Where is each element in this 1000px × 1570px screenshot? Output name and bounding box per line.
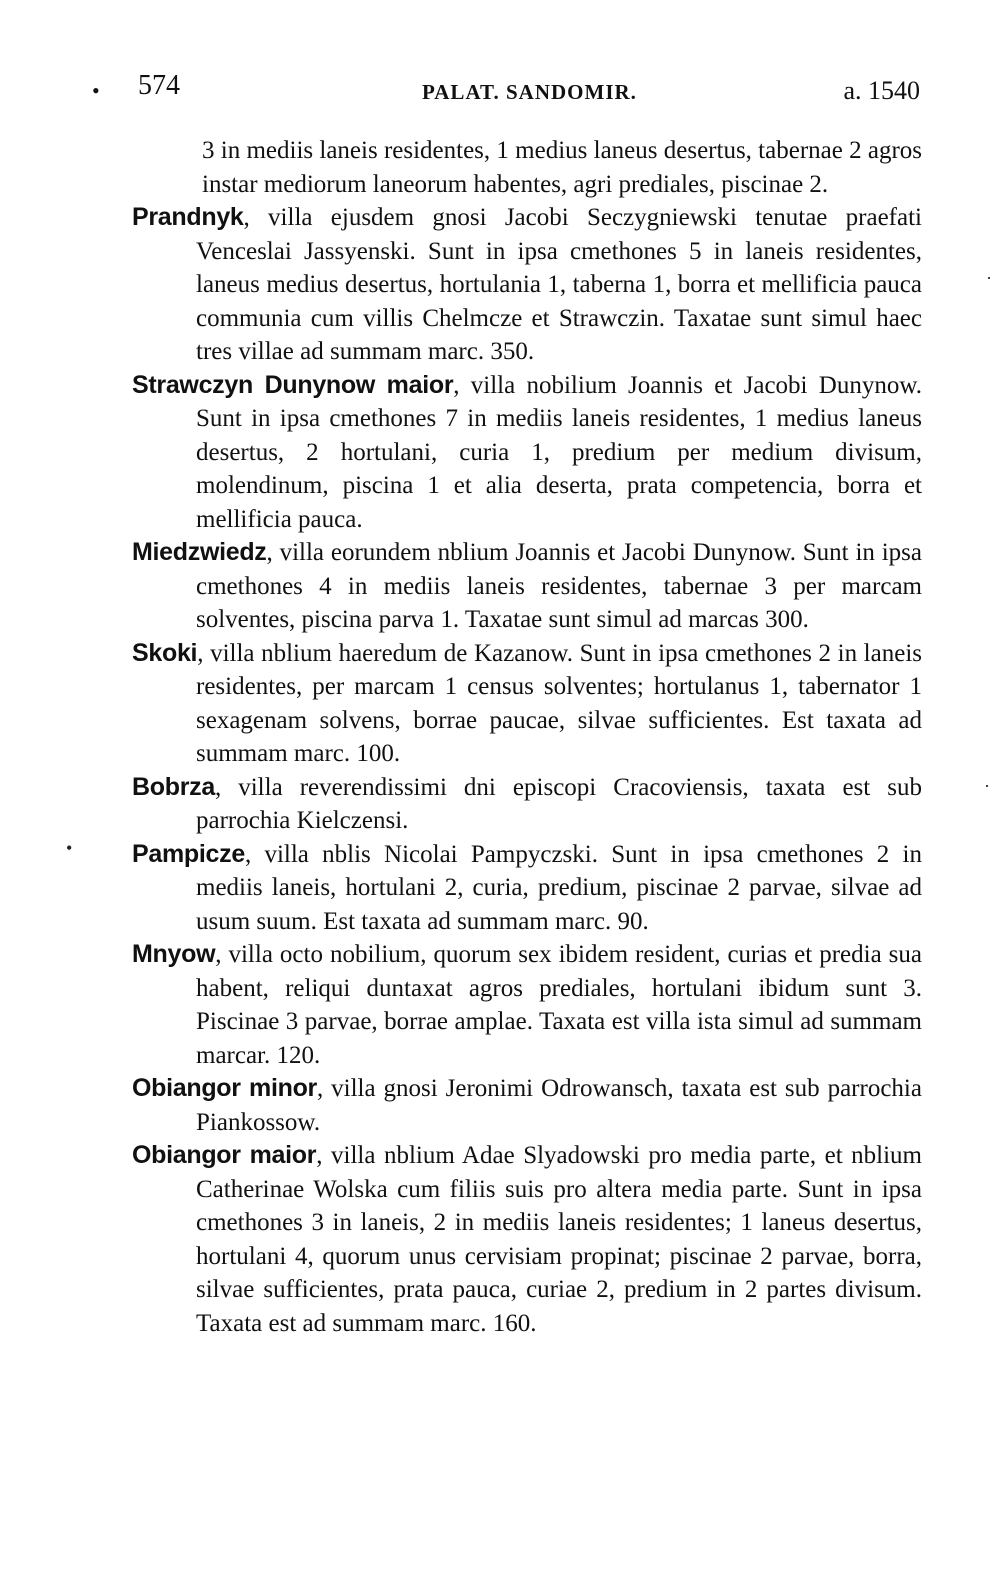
header-bullet: • — [92, 78, 100, 103]
entry-name: Prandnyk — [132, 203, 244, 231]
entry-mnyow — [132, 938, 922, 1072]
entry-text: , villa gnosi Jeronimi Odrowansch, taxata est sub parrochia Piankossow. — [196, 1075, 922, 1136]
entry-text: , villa nblis Nicolai Pampyczski. Sunt in ipsa cmethones 2 in mediis laneis, hortulani 2, curia, predium, piscinae 2 parvae, silvae ad usum suum. Est taxata ad summam marc. 90. — [196, 840, 922, 935]
entry-prandnyk — [132, 201, 922, 369]
entry-text: , villa nblium Adae Slyadowski pro media parte, et nblium Catherinae Wolska cum filiis suis pro altera media parte. Sunt in ipsa cmethones 3 in laneis, 2 in mediis laneis residentes; 1 laneus desertus, hortulani 4, quorum unus cervisiam propinat; piscinae 2 parvae, borra, silvae sufficientes, prata pauca, curiae 2, predium in 2 partes divisum. Taxata est ad summam marc. 160. — [196, 1142, 922, 1337]
entry-skoki — [132, 637, 922, 771]
entry-text: , villa nblium haeredum de Kazanow. Sunt in ipsa cmethones 2 in laneis residentes, per marcam 1 census solventes; hortulanus 1, tabernator 1 sexagenam solvens, borrae paucae, silvae sufficientes. Est taxata ad summam marc. 100. — [196, 639, 922, 767]
entry-strawczyn-dunynow-maior — [132, 369, 922, 537]
page-number: 574 — [138, 70, 180, 101]
running-header — [92, 70, 932, 110]
entry-obiangor-maior — [132, 1139, 922, 1340]
entry-name: Obiangor minor — [132, 1074, 317, 1102]
entry-text: , villa reverendissimi dni episcopi Cracoviensis, taxata est sub parrochia Kielczensi. — [196, 773, 922, 834]
margin-dot-mark: • — [66, 838, 73, 858]
margin-dot-mark: · — [986, 268, 992, 288]
entry-name: Bobrza — [132, 772, 215, 801]
entry-miedzwiedz — [132, 536, 922, 637]
entry-name: Mnyow — [132, 940, 216, 968]
entry-name: Miedzwiedz — [132, 538, 267, 566]
entry-text: , villa octo nobilium, quorum sex ibidem resident, curias et predia sua habent, reliqui duntaxat agros prediales, hortulani ibidum sunt 3. Piscinae 3 parvae, borrae amplae. Taxata est villa ista simul ad summam marcar. 120. — [196, 941, 922, 1069]
entry-text: , villa eorundem nblium Joannis et Jacobi Dunynow. Sunt in ipsa cmethones 4 in mediis laneis residentes, tabernae 3 per marcam solventes, piscina parva 1. Taxatae sunt simul ad marcas 300. — [196, 539, 922, 633]
entry-name: Skoki — [132, 638, 198, 667]
header-year: a. 1540 — [843, 76, 920, 105]
body-text — [132, 134, 922, 1340]
entry-text: , villa nobilium Joannis et Jacobi Dunynow. Sunt in ipsa cmethones 7 in mediis laneis residentes, 1 medius laneus desertus, 2 hortulani, curia 1, predium per medium divisum, molendinum, piscina 1 et alia deserta, prata competencia, borra et mellificia pauca. — [196, 371, 922, 533]
continuation-paragraph: 3 in mediis laneis residentes, 1 medius laneus desertus, tabernae 2 agros instar mediorum laneorum habentes, agri prediales, piscinae 2. — [202, 137, 922, 198]
margin-dot-mark: · — [984, 776, 990, 796]
entry-pampicze — [132, 838, 922, 939]
entry-text: , villa ejusdem gnosi Jacobi Seczygniewski tenutae praefati Venceslai Jassyenski. Sunt in ipsa cmethones 5 in laneis residentes, laneus medius desertus, hortulania 1, taberna 1, borra et mellificia pauca communia cum villis Chelmcze et Strawczin. Taxatae sunt simul haec tres villae ad summam marc. 350. — [196, 204, 922, 365]
entry-name: Obiangor maior — [132, 1141, 317, 1169]
entry-bobrza — [132, 771, 922, 838]
entry-name: Pampicze — [132, 839, 245, 868]
entry-obiangor-minor — [132, 1072, 922, 1139]
running-title: PALAT. SANDOMIR. — [422, 80, 637, 104]
entry-name: Strawczyn Dunynow maior — [132, 370, 454, 399]
